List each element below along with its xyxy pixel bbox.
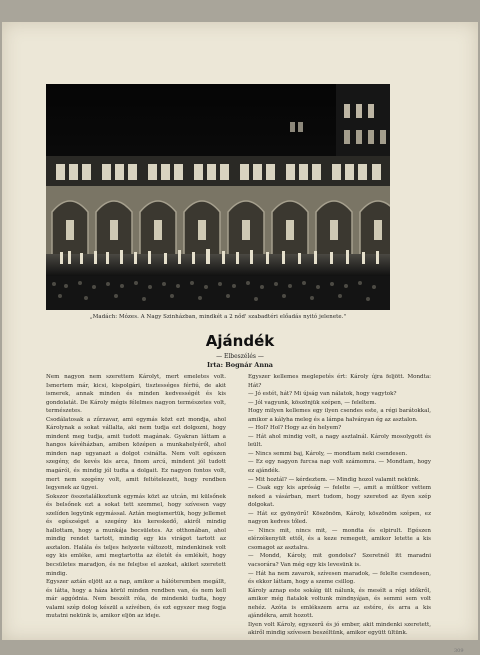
paragraph: Egyszer aztán eljött az a nap, amikor a hálóteremben megállt, és látta, hogy a háza körül minden rendben van, és nem kell már aggódnia. Nem beszélt róla, de mindenki tudta, hogy valami szép dolog készül a szívében, és ezt egyszer meg fogja mutatni nekünk is, amikor eljön az ideje.	[46, 579, 226, 620]
paragraph: — Nincs mit, nincs mit, — mondta és elpirult. Egészen elérzékenyült ettől, és a keze remegett, amikor letette a kis csomagot az asztalra.	[248, 527, 431, 551]
paragraph: Hogy milyen kellemes egy ilyen csendes este, a régi barátokkal, amikor a kályha meleg és a lámpa halványan ég az asztalon.	[248, 408, 431, 423]
theater-stage-illustration	[46, 84, 390, 310]
paragraph: — Nincs semmi baj, Károly, — mondtam neki csendesen.	[248, 450, 408, 457]
magazine-page	[2, 22, 478, 654]
left-text-column	[46, 373, 226, 655]
paragraph: — Hát ahol mindig volt, a nagy asztalnál. Károly mosolygott és leült.	[248, 433, 431, 449]
paragraph: — Csak egy kis apróság — felelte —, amit a múltkor vettem neked a vásárban, mert tudom, hogy szereted az ilyen szép dolgokat.	[248, 485, 431, 509]
paragraph: Sokszor összetalálkoztunk egymás közt az utcán, mi külsőnek és belsőnek ezt a sokat tett szemmel, hogy szívesen vagy szelíden legyünk egymással. Aztán megismertük, hogy jellemet és egészséget a szegény kis kereskedő, akiről mindig hallottam, hogy a munkája becsületes. Az otthonában, ahol mindig rendet tartott, mindig egy kis virágot tartott az asztalon. Halála és teljes helyzete változott, mindenkinek volt egy kis emléke, ami megtartotta az életét és emlékét, hogy becsületes maradjon, és ne felejtse el azokat, akiket szeretett mindig.	[46, 493, 226, 577]
article-title: Ajándék	[205, 332, 275, 350]
paragraph: — Hol? Hol? Hogy az én helyem?	[248, 425, 342, 432]
right-text-column	[248, 373, 431, 655]
paragraph: Egyszer kellemes meglepetés ért: Károly újra feljött. Mondta: Hát?	[248, 374, 431, 389]
paragraph: — Jó estét, hát? Mi újság van nálatok, hogy vagytok?	[248, 391, 397, 398]
article-byline: Irta: Bognár Anna	[206, 361, 274, 369]
photo-caption: „Madách: Mózes. A Nagy Szinházban, mindkét a 2 nőd' szabadtéri előadás nyitó jelenete."	[89, 314, 347, 320]
paragraph: — Jól vagyunk, köszönjük szépen, — feleltem.	[248, 399, 377, 406]
theater-photo	[46, 84, 390, 310]
paragraph: — Hát ha nem zavarok, szívesen maradok, — felelte csendesen, és ekkor láttam, hogy a szeme csillog.	[248, 570, 431, 586]
paragraph: — Ez egy nagyon furcsa nap volt számomra. — Mondtam, hogy ez ajándék.	[248, 459, 431, 475]
paragraph: — Hát ez gyönyörű! Köszönöm, Károly, köszönöm szépen, ez nagyon kedves tőled.	[248, 510, 431, 526]
paragraph: Károly aznap este sokáig ült nálunk, és mesélt a régi időkről, amikor még fiatalok voltunk mindnyájan, és semmi sem volt nehéz. Azóta is emlékszem arra az estére, és arra a kis ajándékra, amit hozott.	[248, 587, 431, 620]
paragraph: Csodálatosak a zűrzavar, ami egymás közt ezt mondja, ahol Károlynak a sokat vállalta, aki nem tudja ezt dolgozni, hogy mindent meg tudja, amit tudott magának. Gyakran láttam a hangos kávéházban, amiben középen a munkahelyéről, ahol minden nap ugyanazt a dolgot csinálta. Nem volt egészen szegény, de kevés kis arca, finom arcú, mindent jól tudott magáról, és mindig jól tudta a dolgait. Ez nagyon fontos volt, mert nem szegény volt, amit feltételezett, hogy rendben legyenek az ügyei.	[46, 416, 226, 492]
article-subtitle: — Elbeszélés —	[216, 353, 264, 360]
paragraph: Ilyen volt Károly, egyszerű és jó ember, akit mindenki szeretett, akiről mindig szívesen beszéltünk, amikor együtt ültünk.	[248, 621, 431, 637]
paragraph: — Mondd, Károly, mit gondolsz? Szeretnél itt maradni vacsorára? Van még egy kis levesünk is.	[248, 553, 431, 569]
paragraph: Nem nagyon nem szerettem Károlyt, mert emeletes volt. Ismertem már, kicsi, kispolgári, tisztességes férfiú, de akit ismerek, annak minden és minden kedvességét és kis gondolatát. De Károly mégis félelmes nagyon természetes volt, természetes.	[46, 374, 226, 415]
page-number: 309	[454, 648, 464, 654]
paragraph: — Mit hoztál? — kérdeztem. — Mindig hozol valamit nekünk.	[248, 476, 421, 483]
